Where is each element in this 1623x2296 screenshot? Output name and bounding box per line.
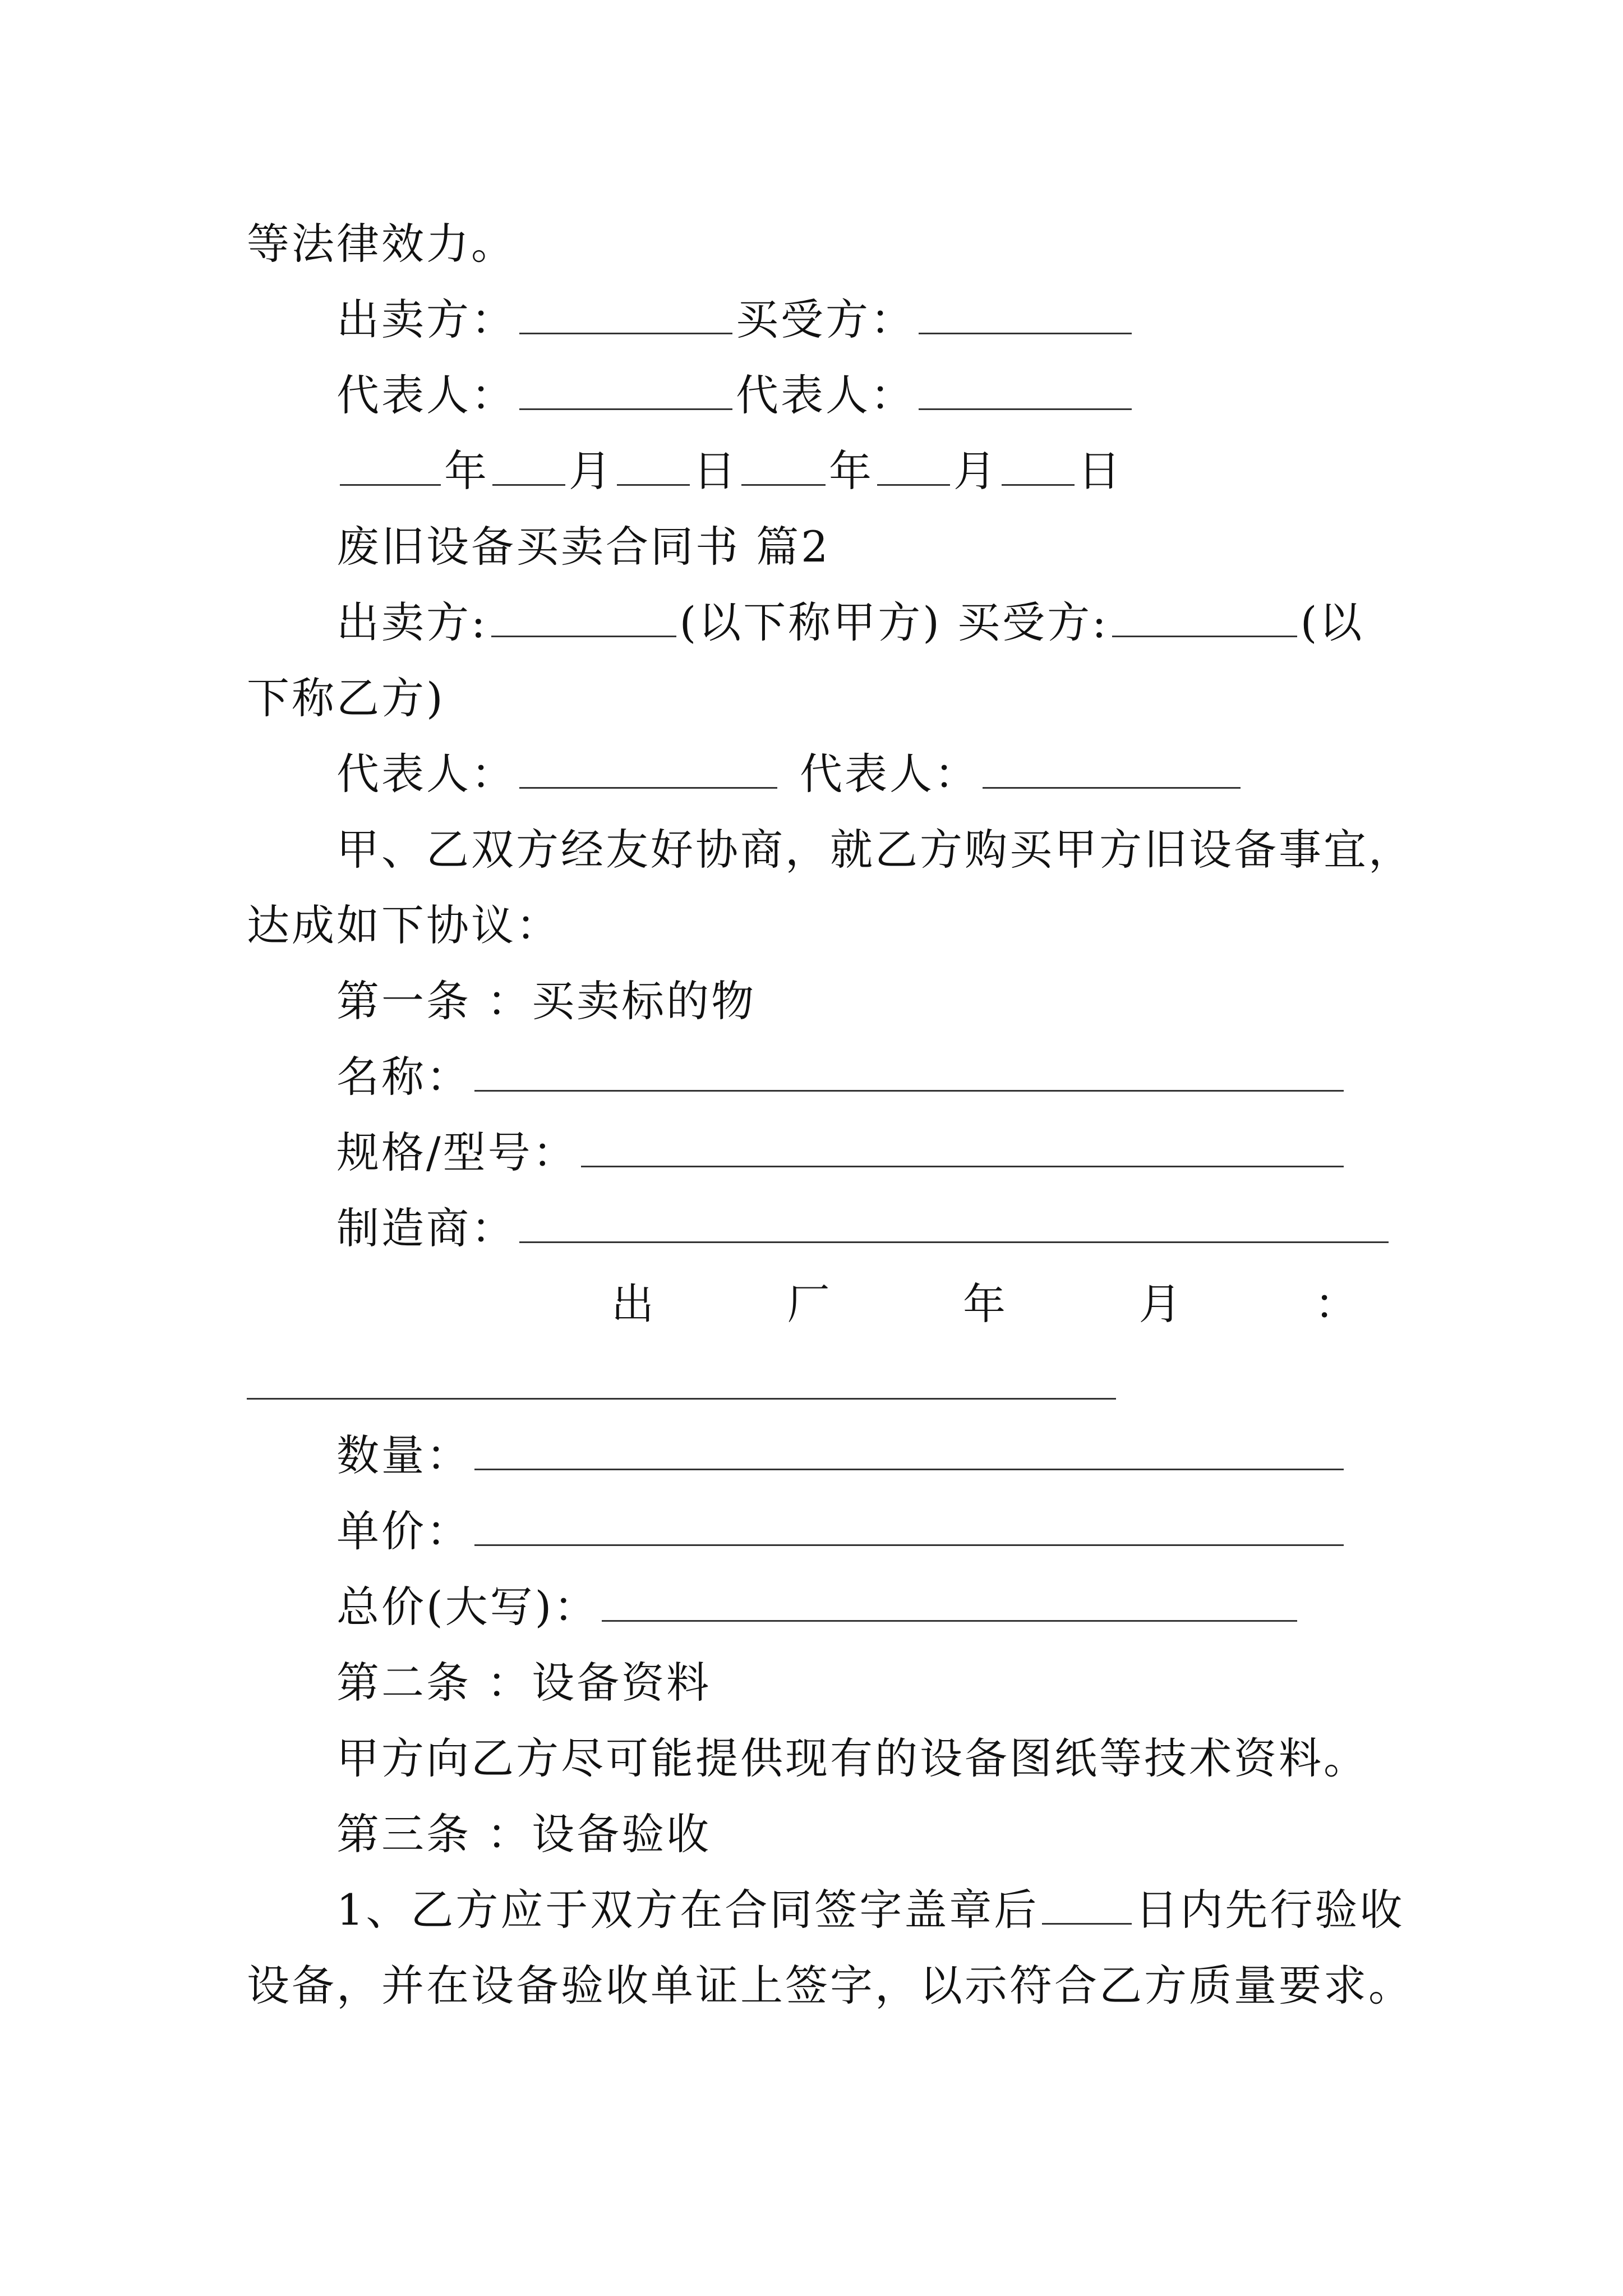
paragraph-text: 1、乙方应于双方在合同签字盖章后 <box>336 1885 1039 1935</box>
manufacture-date-line <box>611 1276 1357 1332</box>
parties-line <box>336 595 1364 651</box>
paragraph-text: 下称乙方) <box>247 673 445 723</box>
party-a-text: (以下称甲方) 买受方: <box>679 597 1109 647</box>
field-line <box>336 1200 1392 1257</box>
rep-label: 代表人： <box>336 749 516 799</box>
date-char: 出 <box>611 1279 654 1329</box>
article-title: 第一条 ：买卖标的物 <box>336 976 757 1026</box>
text-line <box>247 898 561 954</box>
year-blank[interactable] <box>741 448 826 486</box>
paragraph-text: 等法律效力。 <box>247 219 516 269</box>
rep-blank[interactable] <box>983 751 1241 789</box>
signature-line-reps <box>336 367 1135 424</box>
quantity-blank[interactable] <box>474 1433 1344 1470</box>
rep-blank[interactable] <box>519 372 732 410</box>
paragraph-text: 甲方向乙方尽可能提供现有的设备图纸等技术资料。 <box>336 1733 1368 1783</box>
rep-label: 代表人： <box>336 370 516 420</box>
buyer-label: 买受方： <box>736 295 915 344</box>
field-line <box>336 1428 1347 1484</box>
field-line <box>336 1125 1347 1181</box>
manufacture-date-blank[interactable] <box>247 1398 1116 1400</box>
unit-price-blank[interactable] <box>474 1508 1344 1546</box>
days-blank[interactable] <box>1042 1887 1132 1925</box>
date-line <box>336 443 1123 499</box>
month-label: 月 <box>569 446 614 496</box>
paragraph-text: 达成如下协议： <box>247 900 561 950</box>
unit-price-label: 单价： <box>336 1506 471 1556</box>
rep-blank[interactable] <box>919 372 1132 410</box>
field-line <box>336 1503 1347 1559</box>
month-blank[interactable] <box>877 448 950 486</box>
seller-label: 出卖方： <box>336 295 516 344</box>
article-heading <box>336 973 756 1029</box>
rep-blank[interactable] <box>519 751 777 789</box>
date-char: 厂 <box>787 1279 830 1329</box>
article-title: 第三条 ：设备验收 <box>336 1809 712 1859</box>
total-price-blank[interactable] <box>602 1584 1297 1622</box>
name-label: 名称： <box>336 1052 471 1102</box>
day-label: 日 <box>1078 446 1123 496</box>
month-label: 月 <box>953 446 998 496</box>
section-heading <box>336 519 831 575</box>
year-label: 年 <box>829 446 874 496</box>
paragraph-text: 设备，并在设备验收单证上签字，以示符合乙方质量要求。 <box>247 1961 1413 2010</box>
text-line <box>336 1731 1368 1787</box>
field-line <box>336 1579 1301 1635</box>
text-line <box>247 216 516 272</box>
field-line <box>336 1049 1347 1105</box>
rep-label: 代表人： <box>800 749 979 799</box>
paragraph-text: 甲、乙双方经友好协商，就乙方购买甲方旧设备事宜， <box>336 825 1413 875</box>
heading-text: 废旧设备买卖合同书 篇2 <box>336 522 831 572</box>
seller-label: 出卖方: <box>336 597 488 647</box>
seller-blank[interactable] <box>491 600 676 637</box>
spec-label: 规格/型号： <box>336 1128 578 1177</box>
signature-line-parties <box>336 292 1135 348</box>
reps-line <box>336 746 1244 802</box>
total-price-label: 总价(大写)： <box>336 1582 599 1632</box>
quantity-label: 数量： <box>336 1430 471 1480</box>
date-char: 年 <box>963 1279 1006 1329</box>
day-blank[interactable] <box>617 448 690 486</box>
year-label: 年 <box>444 446 489 496</box>
month-blank[interactable] <box>492 448 565 486</box>
article-heading <box>336 1806 711 1862</box>
text-line <box>247 1958 1413 2014</box>
maker-blank[interactable] <box>519 1205 1389 1243</box>
buyer-blank[interactable] <box>919 297 1132 334</box>
spec-blank[interactable] <box>581 1130 1344 1167</box>
year-blank[interactable] <box>340 448 441 486</box>
paragraph-text: 日内先行验收 <box>1135 1885 1405 1935</box>
rep-label: 代表人： <box>736 370 915 420</box>
text-line <box>336 822 1413 878</box>
buyer-blank[interactable] <box>1112 600 1297 637</box>
date-char: 月 <box>1138 1279 1182 1329</box>
maker-label: 制造商： <box>336 1203 516 1253</box>
article-title: 第二条 ：设备资料 <box>336 1658 712 1708</box>
name-blank[interactable] <box>474 1054 1344 1092</box>
text-line <box>247 670 445 726</box>
date-char: ： <box>1315 1279 1357 1329</box>
day-blank[interactable] <box>1002 448 1075 486</box>
seller-blank[interactable] <box>519 297 732 334</box>
article-heading <box>336 1655 711 1711</box>
text-line <box>336 1882 1404 1938</box>
day-label: 日 <box>693 446 738 496</box>
party-tail-text: (以 <box>1300 597 1364 647</box>
